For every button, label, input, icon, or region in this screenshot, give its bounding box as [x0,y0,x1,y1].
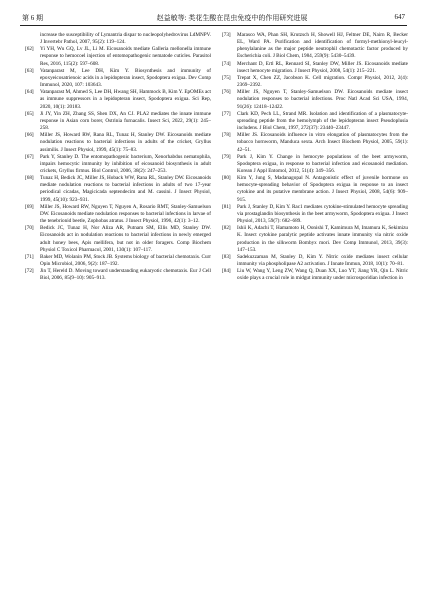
reference-number: [69] [25,203,34,210]
reference-entry [25,89,211,110]
reference-text: Ji JY, Yin ZH, Zhang SS, Shen DX, An CJ. PLA2 mediates the innate immune response in Asian corn borer, Ostrinia furnacalis. Insect Sci, 2022, 29(1): 245–258. [40,110,211,132]
reference-text: Trepat X, Chen ZZ, Jacobson K. Cell migration. Compr Physiol, 2012, 2(4): 2369–2392. [237,74,408,89]
reference-text: Park J, Stanley D, Kim Y. Rac1 mediates cytokine-stimulated hemocyte spreading via prostaglandin biosynthesis in the beet armyworm, Spodoptera exigua. J Insect Physiol, 2013, 59(7): 682–689. [237,203,408,225]
reference-text: Miller JS. Eicosanoids influence in vitro elongation of plasmatocytes from the tobacco hornworm, Manduca sexta. Arch Insect Biochem Physiol, 2005, 59(1): 42–51. [237,132,408,153]
reference-entry [222,225,408,254]
reference-text: Liu W, Wang Y, Leng ZW, Wang Q, Duan XX, Luo YT, Jiang YR, Qin L. Nitric oxide plays a crucial role in midgut immunity under microsporidian infection in [237,268,408,282]
reference-entry [222,154,408,175]
running-title: 赵益敏等: 类花生酸在昆虫免疫中的作用研究进展 [156,14,308,22]
reference-text: Merchant D, Ertl RL, Rennard SI, Stanley DW, Miller JS. Eicosanoids mediate insect hemocyte migration. J Insect Physiol, 2008, 54(1): 215–221. [237,60,408,74]
reference-text: Vatanparast M, Ahmed S, Lee DH, Hwang SH, Hammock B, Kim Y. EpOMEs act as immune suppressors in a lepidopteran insect, Spodoptera exigua. Sci Rep, 2020, 10(1): 20183. [40,89,211,110]
reference-continuation: increase the susceptibility of Lymantria dispar to nucleopolyhedrovirus LdMNPV. J Invertebr Pathol, 2007, 95(2): 119–124. [40,32,211,46]
reference-text: Baker MD, Wolanin PM, Stock JB. Systems biology of bacterial chemotaxis. Curr Opin Microbiol, 2006, 9(2): 187–192. [40,253,211,267]
reference-number: [68] [25,175,34,182]
reference-number: [64] [25,89,34,96]
reference-number: [84] [222,268,231,275]
reference-entry [222,204,408,225]
reference-text: Clark KD, Pech LL, Strand MR. Isolation and identification of a plasmatocyte-spreading peptide from the hemolymph of the lepidopteran insect Pseudoplusia includens. J Biol Chem, 1997, 272(37): 23440–23447. [237,110,408,132]
reference-number: [78] [222,132,231,139]
reference-entry [25,46,211,67]
reference-text: Miller JS, Howard RW, Rana RL, Tunaz H, Stanley DW. Eicosanoids mediate nodulation reactions to bacterial infections in adults of the cricket, Gryllus assimilis. J Insect Physiol, 1999, 45(1): 75–83. [40,132,211,153]
reference-text: Park J, Kim Y. Change in hemocyte populations of the beet armyworm, Spodoptera exigua, in response to bacterial infection and eicosanoid mediation. Korean J Appl Entomol, 2012, 51(4): 349–356. [237,153,408,174]
reference-text: Kim Y, Jung S, Madanagopal N. Antagonistic effect of juvenile hormone on hemocyte-spreading behavior of Spodoptera exigua in response to an insect cytokine and its putative membrane action. J Insect Physiol, 2008, 54(6): 909–915. [237,175,408,203]
reference-number: [81] [222,203,231,210]
reference-entry [222,132,408,153]
reference-number: [75] [222,74,231,81]
reference-text: Marasco WA, Phan SH, Krutzsch H, Showell HJ, Feltner DE, Nairn R, Becker EL, Ward PA. Purification and identification of formyl-methionyl-leucyl-phenylalanine as the major peptide neutrophil chemotactic factor produced by Escherichia coli. J Biol Chem, 1984, 259(9): 5430–5439. [237,32,408,60]
reference-entry [222,61,408,75]
reference-entry [25,68,211,89]
left-column-references [25,32,211,282]
reference-number: [62] [25,46,34,53]
reference-entry [222,32,408,61]
reference-entry [25,204,211,225]
reference-entry [25,175,211,204]
reference-number: [65] [25,110,34,117]
reference-number: [79] [222,153,231,160]
reference-number: [67] [25,153,34,160]
reference-number: [73] [222,32,231,38]
reference-text: Vatanparast M, Lee DH, Kim Y. Biosynthesis and immunity of epoxyeicosatrienoic acids in a lepidopteran insect, Spodoptera exigua. Dev Comp Immunol, 2020, 107: 103643. [40,67,211,89]
reference-entry [25,154,211,175]
reference-text: Sadekuzzaman M, Stanley D, Kim Y. Nitric oxide mediates insect cellular immunity via phospholipase A2 activation. J Innate Immun, 2018, 10(1): 70–81. [237,253,408,267]
reference-text: Miller JS, Howard RW, Nguyen T, Nguyen A, Rosario RMT, Stanley-Samuelson DW. Eicosanoids mediate nodulation responses to bacterial infections in larvae of the tenebrionid beetle, Zophobas atratus. J Insect Physiol, 1996, 42(1): 3–12. [40,203,211,225]
reference-number: [70] [25,225,34,232]
reference-number: [77] [222,110,231,117]
reference-entry [222,175,408,204]
reference-entry [25,254,211,268]
reference-text: Tunaz H, Bedick JC, Miller JS, Hoback WW, Rana RL, Stanley DW. Eicosanoids mediate nodulation reactions to bacterial infections in adults of two 17-year periodical cicadas, Magicicada septendecim and M. cassini. J Insect Physiol, 1999, 45(10): 923–931. [40,175,211,203]
reference-number: [71] [25,253,34,260]
reference-entry [25,268,211,282]
reference-text: Miller JS, Nguyen T, Stanley-Samuelson DW. Eicosanoids mediate insect nodulation responses to bacterial infections. Proc Natl Acad Sci USA, 1994, 91(26): 12418–12422. [237,89,408,110]
reference-entry [222,75,408,89]
reference-number: [66] [25,132,34,139]
reference-number: [63] [25,67,34,74]
reference-entry [222,268,408,282]
page-number: 647 [394,13,405,21]
reference-entry [222,111,408,132]
reference-number: [76] [222,89,231,96]
issue-number: 第 6 期 [22,14,43,22]
reference-number: [74] [222,60,231,67]
reference-entry [25,132,211,153]
reference-number: [80] [222,175,231,182]
page-header [0,0,427,28]
reference-text: Bedick JC, Tunaz H, Nor Aliza AR, Putnam SM, Ellis MD, Stanley DW. Eicosanoids act in nodulation reactions to bacterial infections in newly emerged adult honey bees, Apis mellifera, but not in older foragers. Comp Biochem Physiol C Toxicol Pharmacol, 2001, 130(1): 107–117. [40,225,211,253]
reference-entry [222,254,408,268]
reference-number: [83] [222,253,231,260]
reference-text: Jin T, Hereld D. Moving toward understanding eukaryotic chemotaxis. Eur J Cell Biol, 2006, 85(9–10): 905–913. [40,268,211,282]
reference-entry [25,111,211,132]
reference-text: Yi YH, Wu GQ, Lv JL, Li M. Eicosanoids mediate Galleria mellonella immune response to hemocoel injection of entomopathogenic nematode cuticles. Parasitol Res, 2016, 115(2): 597–608. [40,46,211,67]
reference-number: [72] [25,268,34,275]
header-rule [20,25,407,26]
right-column-references [222,32,408,282]
reference-text: Park Y, Stanley D. The entomopathogenic bacterium, Xenorhabdus nematophila, impairs hemocytic immunity by inhibition of eicosanoid biosynthesis in adult crickets, Gryllus firmus. Biol Control, 2006, 38(2): 247–253. [40,153,211,174]
reference-entry [25,225,211,254]
reference-entry [222,89,408,110]
reference-text: Ishii K, Adachi T, Hamamoto H, Oonishi T, Kamimura M, Imamura K, Sekimizu K. Insect cytokine paralytic peptide activates innate immunity via nitric oxide production in the silkworm Bombyx mori. Dev Comp Immunol, 2013, 39(3): 147–153. [237,225,408,253]
reference-number: [82] [222,225,231,232]
